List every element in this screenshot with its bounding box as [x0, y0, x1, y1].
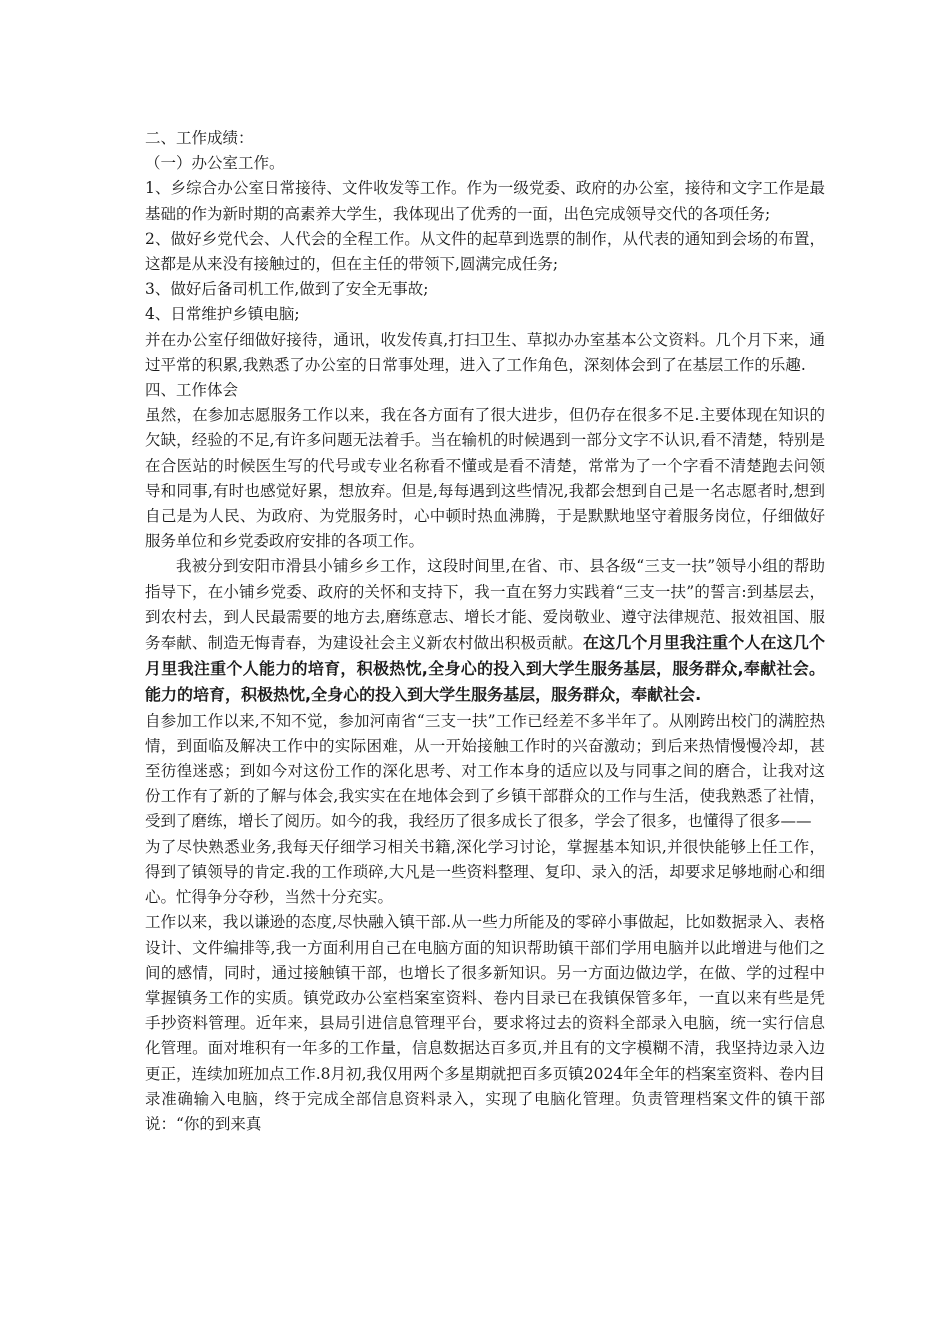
item-4: 4、日常维护乡镇电脑;: [145, 305, 300, 324]
paragraph-office: 并在办公室仔细做好接待，通讯，收发传真,打扫卫生、草拟办办室基本公文资料。几个月下来，通过平常的积累,我熟悉了办公室的日常事处理，进入了工作角色，深刻体会到了在基层工作的乐趣.: [145, 330, 825, 374]
document-page: [145, 126, 825, 1137]
paragraph-experience: 虽然，在参加志愿服务工作以来，我在各方面有了很大进步，但仍存在很多不足.主要体现在知识的欠缺，经验的不足,有许多问题无法着手。当在输机的时候遇到一部分文字不认识,看不清楚，特别是在合医站的时候医生写的代号或专业名称看不懂或是看不清楚，常常为了一个字看不清楚跑去问领导和同事,有时也感觉好累，想放弃。但是,每每遇到这些情况,我都会想到自己是一名志愿者时,想到自己是为人民、为政府、为党服务时，心中顿时热血沸腾，于是默默地坚守着服务岗位，仔细做好服务单位和乡党委政府安排的各项工作。: [145, 406, 825, 551]
heading-experience: 四、工作体会: [145, 381, 239, 400]
paragraph-since: 自参加工作以来,不知不觉，参加河南省“三支一扶”工作已经差不多半年了。从刚跨出校门的满腔热情，到面临及解决工作中的实际困难，从一开始接触工作时的兴奋激动；到后来热情慢慢冷却，甚至彷徨迷惑；到如今对这份工作的深化思考、对工作本身的适应以及与同事之间的磨合，让我对这份工作有了新的了解与体会,我实实在在地体会到了乡镇干部群众的工作与生活，使我熟悉了社情，受到了磨练，增长了阅历。如今的我，我经历了很多成长了很多，学会了很多，也懂得了很多——: [145, 711, 825, 831]
item-2: 2、做好乡党代会、人代会的全程工作。从文件的起草到选票的制作，从代表的通知到会场的布置，这都是从来没有接触过的，但在主任的带领下,圆满完成任务;: [145, 229, 825, 274]
item-3: 3、做好后备司机工作,做到了安全无事故;: [145, 280, 429, 299]
paragraph-assignment: [145, 554, 825, 708]
paragraph-assignment-bold: 在这几个月里我注重个人在这几个月里我注重个人能力的培育，积极热忱,全身心的投入到大学生服务基层，服务群众,奉献社会。能力的培育，积极热忱,全身心的投入到大学生服务基层，服务群众，奉献社会.: [145, 633, 825, 705]
paragraph-work: 工作以来，我以谦逊的态度,尽快融入镇干部.从一些力所能及的零碎小事做起，比如数据录入、表格设计、文件编排等,我一方面利用自己在电脑方面的知识帮助镇干部们学用电脑并以此增进与他们之间的感情，同时，通过接触镇干部，也增长了很多新知识。另一方面边做边学，在做、学的过程中掌握镇务工作的实质。镇党政办公室档案室资料、卷内目录已在我镇保管多年，一直以来有些是凭手抄资料管理。近年来，县局引进信息管理平台，要求将过去的资料全部录入电脑，统一实行信息化管理。面对堆积有一年多的工作量，信息数据达百多页,并且有的文字模糊不清，我坚持边录入边更正，连续加班加点工作.8月初,我仅用两个多星期就把百多页镇2024年全年的档案室资料、卷内目录准确输入电脑，终于完成全部信息资料录入，实现了电脑化管理。负责管理档案文件的镇干部说：“你的到来真: [145, 913, 825, 1133]
item-1: 1、乡综合办公室日常接待、文件收发等工作。作为一级党委、政府的办公室，接待和文字工作是最基础的作为新时期的高素养大学生，我体现出了优秀的一面，出色完成领导交代的各项任务;: [145, 179, 825, 223]
paragraph-assignment-text: 我被分到安阳市滑县小铺乡乡工作，这段时间里,在省、市、县各级“三支一扶”领导小组的帮助指导下，在小铺乡党委、政府的关怀和支持下，我一直在努力实践着“三支一扶”的誓言:到基层去，到农村去，到人民最需要的地方去,磨练意志、增长才能、爱岗敬业、遵守法律规范、报效祖国、服务奉献、制造无悔青春，为建设社会主义新农村做出积极贡献。: [145, 557, 825, 653]
heading-office: （一）办公室工作。: [145, 154, 285, 173]
heading-results: 二、工作成绩：: [145, 129, 254, 147]
paragraph-learning: 为了尽快熟悉业务,我每天仔细学习相关书籍,深化学习讨论，掌握基本知识,并很快能够上任工作，得到了镇领导的肯定.我的工作琐碎,大凡是一些资料整理、复印、录入的活，却要求足够地耐心和细心。忙得争分夺秒，当然十分充实。: [145, 837, 825, 907]
